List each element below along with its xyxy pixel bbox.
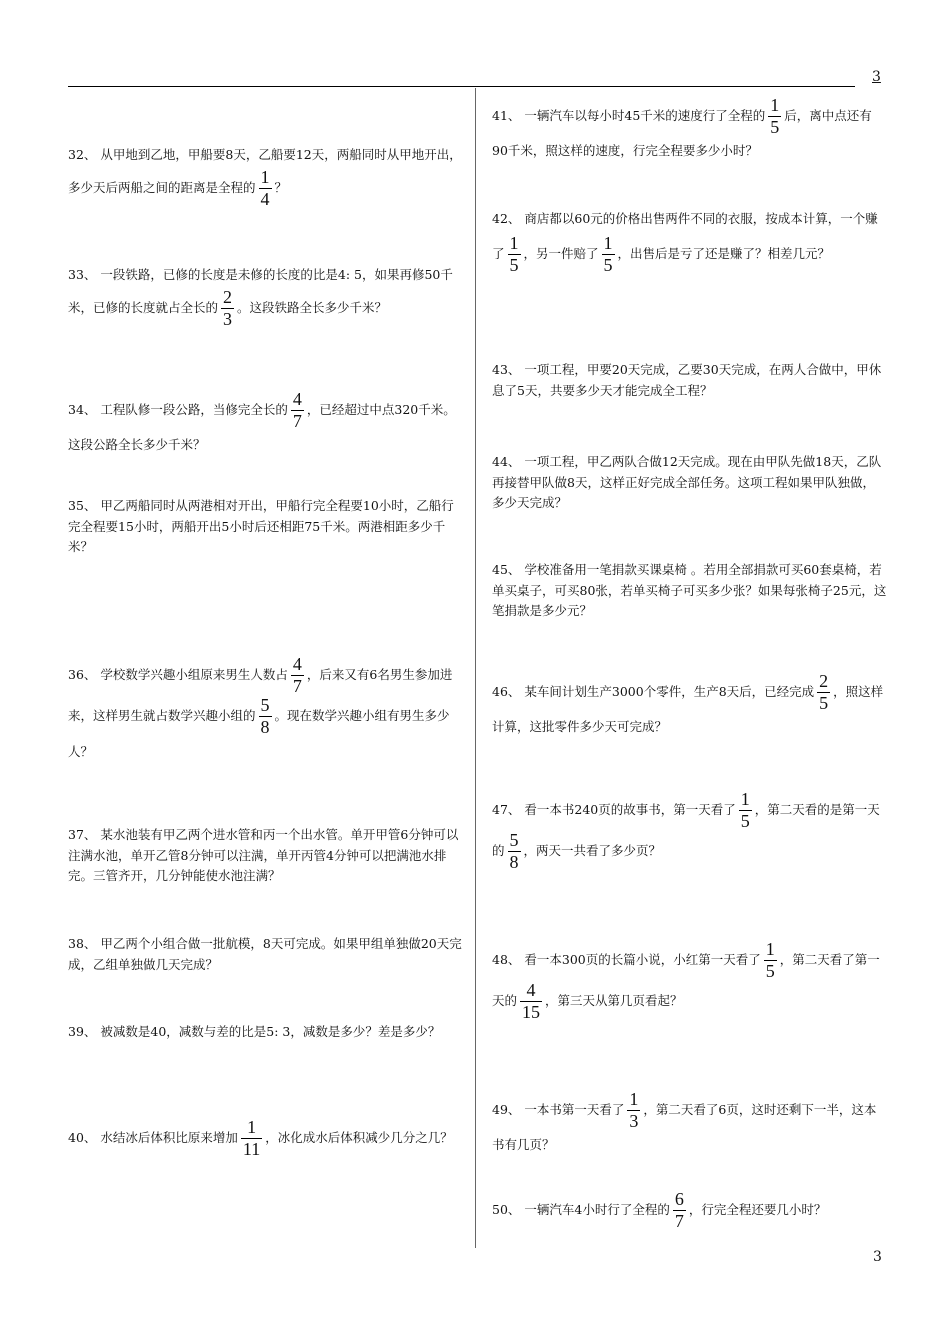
question-text: 42、 商店都以60元的价格出售两件不同的衣服，按成本计算，一个赚了 bbox=[492, 211, 878, 261]
header-page-number: 3 bbox=[872, 69, 881, 85]
question-text: ，另一件赔了 bbox=[523, 245, 599, 261]
question-text: 32、 从甲地到乙地，甲船要8天，乙船要12天，两船同时从甲地开出，多少天后两船之间的距离是全程的 bbox=[68, 147, 462, 196]
question-34 bbox=[68, 390, 463, 458]
question-text: ，已经超过中点320千米。这段公路全长多少千米？ bbox=[68, 401, 456, 452]
question-text: 41、 一辆汽车以每小时45千米的速度行了全程的 bbox=[492, 107, 766, 123]
question-44 bbox=[492, 452, 887, 514]
question-40 bbox=[68, 1118, 463, 1159]
fraction: $\frac{1}{5}$ bbox=[770, 95, 780, 137]
question-32 bbox=[68, 142, 463, 209]
fraction: $\frac{1}{5}$ bbox=[765, 939, 775, 981]
question-text: 48、 看一本300页的长篇小说，小红第一天看了 bbox=[492, 951, 761, 967]
question-text: 43、 一项工程，甲要20天完成，乙要30天完成，在两人合做中，甲休息了5天，共要多少天才能完成全工程？ bbox=[492, 362, 882, 398]
footer-page-number: 3 bbox=[873, 1249, 882, 1265]
question-text: 38、 甲乙两个小组合做一批航模，8天可完成。如果甲组单独做20天完成，乙组单独做几天完成？ bbox=[68, 936, 462, 972]
question-text: 36、 学校数学兴趣小组原来男生人数占 bbox=[68, 666, 288, 682]
question-43 bbox=[492, 360, 887, 401]
fraction: $\frac{1}{11}$ bbox=[242, 1117, 261, 1159]
question-text: 34、 工程队修一段公路，当修完全长的 bbox=[68, 401, 288, 417]
fraction: $\frac{2}{5}$ bbox=[819, 671, 829, 713]
fraction: $\frac{1}{5}$ bbox=[603, 232, 613, 275]
question-text: 。现在数学兴趣小组有男生多少人？ bbox=[68, 707, 450, 759]
question-text: 39、 被减数是40，减数与差的比是5: 3，减数是多少？差是多少？ bbox=[68, 1024, 441, 1039]
question-text: 。这段铁路全长多少千米？ bbox=[237, 300, 388, 316]
question-text: ，第三天从第几页看起？ bbox=[545, 992, 683, 1008]
question-text: ，行完全程还要几小时？ bbox=[688, 1201, 827, 1217]
question-50 bbox=[492, 1190, 887, 1231]
question-text: ，冰化成水后体积减少几分之几？ bbox=[265, 1129, 453, 1145]
question-text: ，后来又有6名男生参加进来，这样男生就占数学兴趣小组的 bbox=[68, 666, 453, 723]
fraction: $\frac{4}{7}$ bbox=[292, 654, 302, 696]
question-45 bbox=[492, 560, 887, 622]
question-38 bbox=[68, 934, 463, 975]
question-text: ，第二天看了第一天的 bbox=[492, 951, 880, 1008]
question-text: ，第二天看的是第一天的 bbox=[492, 801, 880, 858]
question-49 bbox=[492, 1090, 887, 1158]
question-39 bbox=[68, 1022, 463, 1043]
fraction: $\frac{1}{4}$ bbox=[260, 167, 270, 210]
question-47 bbox=[492, 790, 887, 872]
fraction: $\frac{5}{8}$ bbox=[260, 694, 270, 737]
question-text: ，出售后是亏了还是赚了？相差几元？ bbox=[617, 245, 831, 261]
question-46 bbox=[492, 672, 887, 740]
question-text: 40、 水结冰后体积比原来增加 bbox=[68, 1129, 238, 1145]
question-text: 45、 学校准备用一笔捐款买课桌椅 。若用全部捐款可买60套桌椅，若单买桌子，可买80张，若单买椅子可买多少张？如果每张椅子25元，这笔捐款是多少元？ bbox=[492, 562, 887, 619]
question-text: 47、 看一本书240页的故事书，第一天看了 bbox=[492, 801, 736, 817]
question-37 bbox=[68, 825, 463, 887]
question-text: ，照这样计算，这批零件多少天可完成？ bbox=[492, 683, 884, 734]
question-48 bbox=[492, 940, 887, 1022]
fraction: $\frac{1}{5}$ bbox=[509, 232, 519, 275]
fraction: $\frac{5}{8}$ bbox=[509, 829, 519, 872]
question-33 bbox=[68, 262, 463, 329]
question-text: 46、 某车间计划生产3000个零件，生产8天后，已经完成 bbox=[492, 683, 815, 699]
question-text: 37、 某水池装有甲乙两个进水管和丙一个出水管。单开甲管6分钟可以注满水池，单开乙管8分钟可以注满，单开丙管4分钟可以把满池水排完。三管齐开，几分钟能使水池注满？ bbox=[68, 827, 459, 884]
column-divider bbox=[475, 88, 476, 1248]
question-text: 50、 一辆汽车4小时行了全程的 bbox=[492, 1201, 670, 1217]
question-text: ？ bbox=[274, 180, 288, 196]
fraction: $\frac{4}{15}$ bbox=[522, 979, 541, 1022]
question-text: 49、 一本书第一天看了 bbox=[492, 1101, 625, 1117]
question-text: 后，离中点还有90千米，照这样的速度，行完全程要多少小时？ bbox=[492, 107, 872, 158]
fraction: $\frac{4}{7}$ bbox=[292, 389, 302, 431]
question-text: ，两天一共看了多少页？ bbox=[523, 842, 662, 858]
question-text: 35、 甲乙两船同时从两港相对开出，甲船行完全程要10小时，乙船行完全程要15小时，两船开出5小时后还相距75千米。两港相距多少千米？ bbox=[68, 498, 454, 555]
fraction: $\frac{6}{7}$ bbox=[674, 1189, 684, 1231]
question-text: ，第二天看了6页，这时还剩下一半，这本书有几页？ bbox=[492, 1101, 877, 1152]
fraction: $\frac{2}{3}$ bbox=[223, 287, 233, 330]
header-rule bbox=[68, 86, 855, 87]
question-41 bbox=[492, 96, 887, 164]
question-35 bbox=[68, 496, 463, 558]
fraction: $\frac{1}{3}$ bbox=[629, 1089, 639, 1131]
question-text: 33、 一段铁路，已修的长度是未修的长度的比是4: 5，如果再修50千米，已修的长度就占全长的 bbox=[68, 267, 453, 316]
question-42 bbox=[492, 205, 887, 275]
question-text: 44、 一项工程，甲乙两队合做12天完成。现在由甲队先做18天，乙队再接替甲队做8天，这样正好完成全部任务。这项工程如果甲队独做，多少天完成？ bbox=[492, 454, 882, 511]
fraction: $\frac{1}{5}$ bbox=[740, 789, 750, 831]
question-36 bbox=[68, 655, 463, 767]
